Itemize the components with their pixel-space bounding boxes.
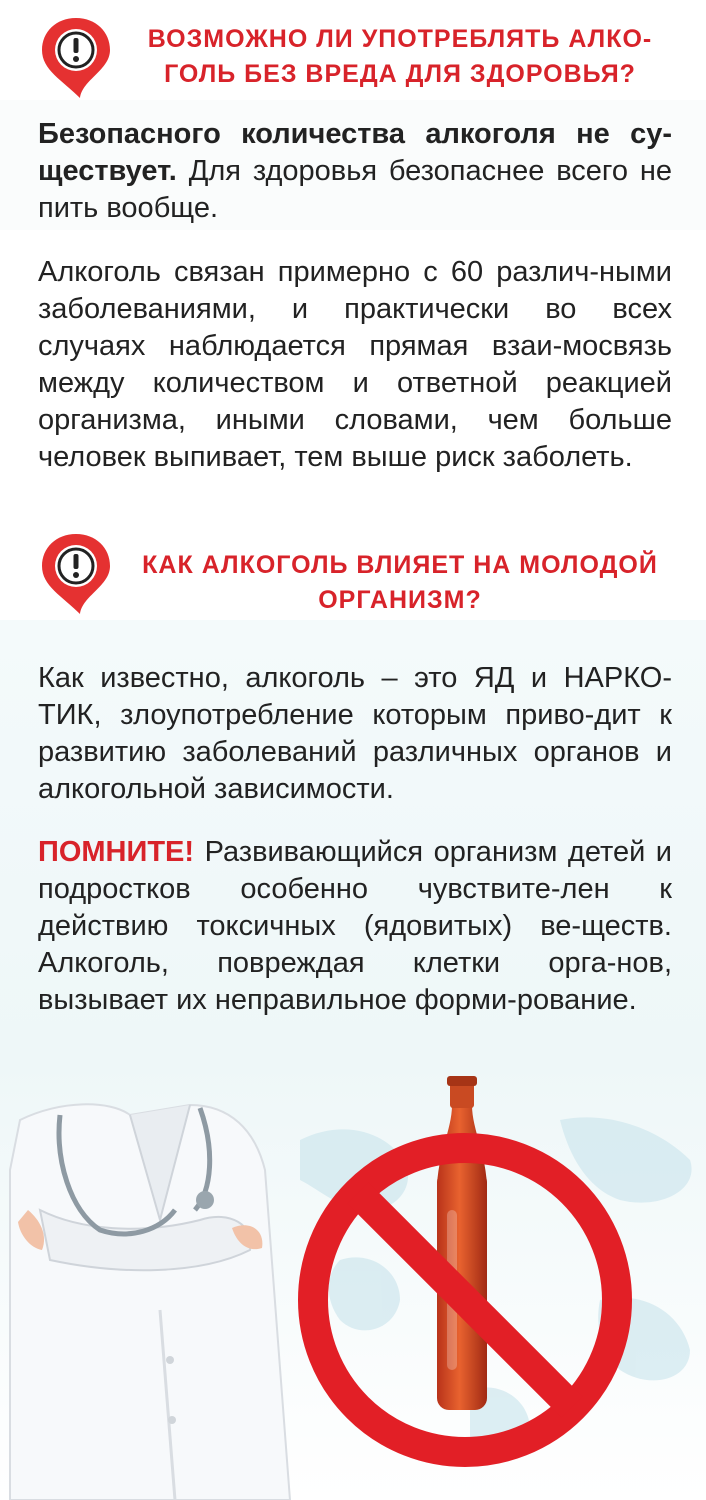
section1-heading	[0, 14, 706, 94]
section1-paragraph-2: Алкоголь связан примерно с 60 различ-ными заболеваниями, и практически во всех случаях наблюдается прямая взаи-мосвязь между количеством и ответной реакцией организма, иными словами, чем больше человек выпивает, тем выше риск заболеть.	[38, 256, 672, 473]
section1-paragraph-1	[38, 116, 672, 227]
section2-heading	[0, 530, 706, 620]
section1-paragraph-1-bold: Безопасного количества алкоголя не су-ществует.	[38, 118, 672, 187]
section2-heading-line1: КАК АЛКОГОЛЬ ВЛИЯЕТ НА МОЛОДОЙ	[142, 551, 658, 579]
section2-heading-line2: ОРГАНИЗМ?	[318, 586, 482, 614]
section1-heading-line1: ВОЗМОЖНО ЛИ УПОТРЕБЛЯТЬ АЛКО-	[147, 25, 653, 53]
section2-paragraph-1: Как известно, алкоголь – это ЯД и НАРКО-ТИК, злоупотребление которым приво-дит к развитию заболеваний различных органов и алкогольной зависимости.	[38, 662, 672, 805]
section1-heading-text	[130, 22, 670, 92]
section1-heading-line2: ГОЛЬ БЕЗ ВРЕДА ДЛЯ ЗДОРОВЬЯ?	[164, 60, 636, 88]
warning-label: ПОМНИТЕ!	[38, 836, 195, 868]
exclamation-pin-icon	[36, 530, 116, 616]
section2-paragraph-2	[38, 834, 672, 1019]
exclamation-pin-icon	[36, 14, 116, 100]
doctor-and-bottle-illustration	[0, 1060, 706, 1500]
section2-heading-text	[130, 548, 670, 618]
doctor-figure	[10, 1104, 290, 1500]
illustration	[0, 1060, 706, 1500]
section2-paragraph-2-rest: Развивающийся организм детей и подростков особенно чувствите-лен к действию токсичных (ядовитых) ве-ществ. Алкоголь, повреждая клетки орга-нов, вызывает их неправильное форми-рование.	[38, 836, 672, 1016]
section1-paragraph-1-rest: Для здоровья безопаснее всего не пить вообще.	[38, 155, 672, 224]
